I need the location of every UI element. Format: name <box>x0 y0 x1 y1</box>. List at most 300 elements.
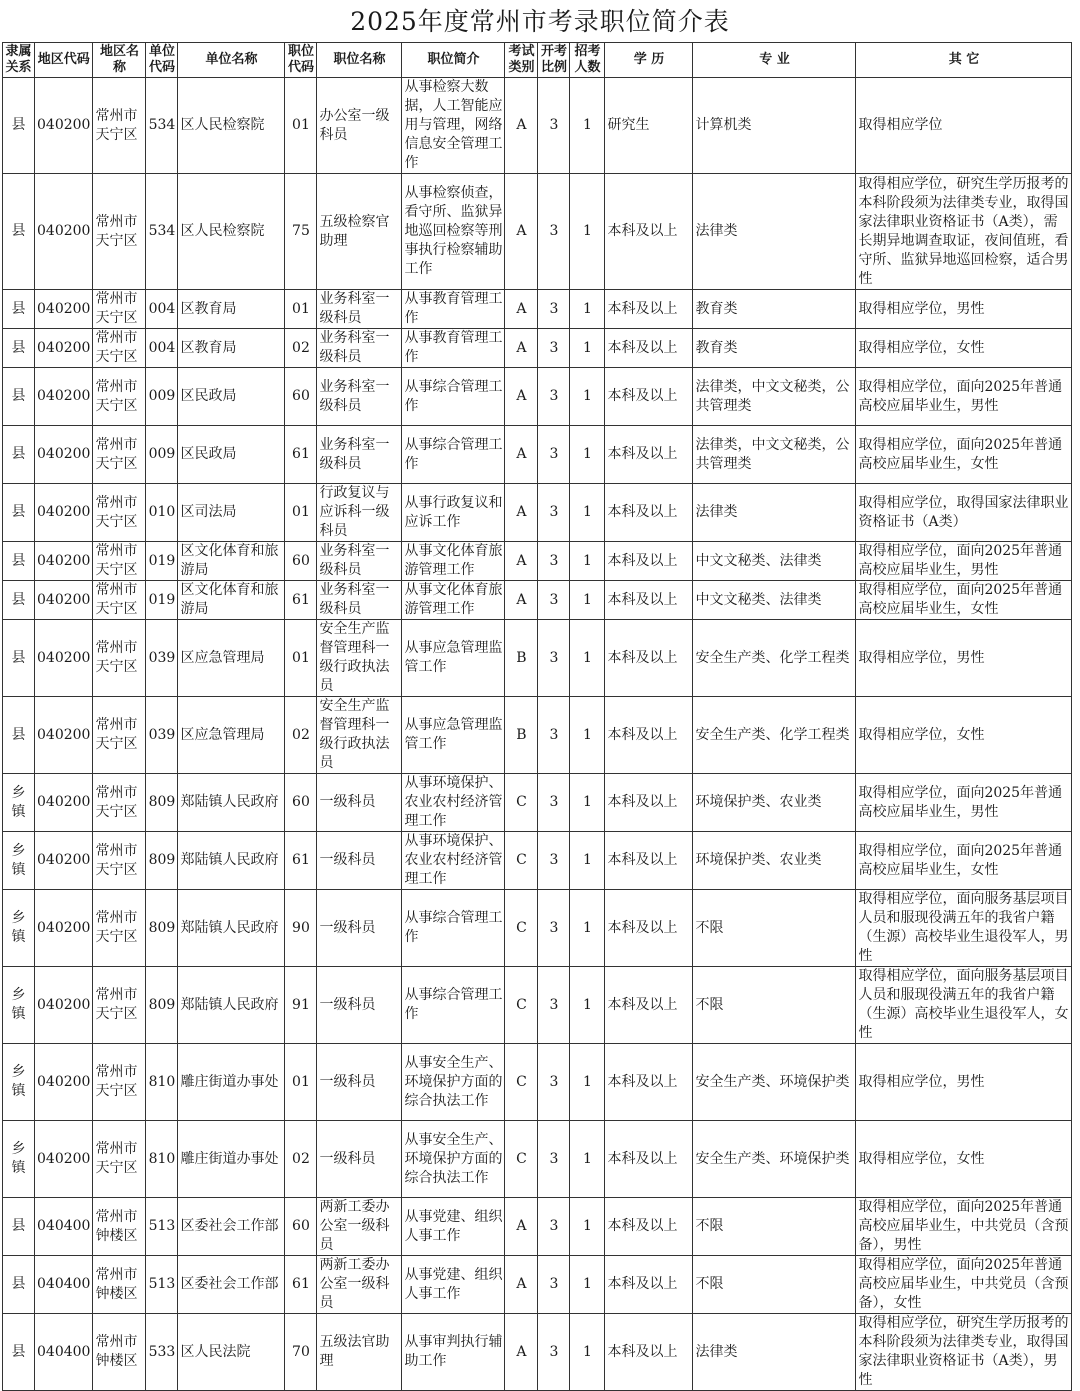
cell-other: 取得相应学位，面向2025年普通高校应届毕业生，女性 <box>856 581 1072 620</box>
table-body <box>3 78 1072 1391</box>
header-recruit-count: 招考人数 <box>570 43 605 78</box>
cell-region-name: 常州市天宁区 <box>93 1121 146 1198</box>
cell-position-intro: 从事应急管理监管工作 <box>402 697 505 774</box>
table-row <box>3 697 1072 774</box>
cell-major: 计算机类 <box>693 78 856 174</box>
cell-other: 取得相应学位，面向2025年普通高校应届毕业生，中共党员（含预备），女性 <box>856 1256 1072 1314</box>
cell-position-name: 一级科员 <box>317 890 402 967</box>
cell-region-name: 常州市天宁区 <box>93 484 146 542</box>
table-row <box>3 967 1072 1044</box>
cell-exam-category: A <box>505 542 538 581</box>
cell-exam-ratio: 3 <box>538 542 570 581</box>
cell-exam-ratio: 3 <box>538 329 570 368</box>
cell-position-name: 业务科室一级科员 <box>317 581 402 620</box>
cell-recruit-count: 1 <box>570 484 605 542</box>
cell-region-code: 040200 <box>35 1044 93 1121</box>
cell-region-code: 040200 <box>35 174 93 290</box>
cell-major: 不限 <box>693 1256 856 1314</box>
cell-recruit-count: 1 <box>570 78 605 174</box>
cell-exam-ratio: 3 <box>538 426 570 484</box>
cell-exam-category: A <box>505 581 538 620</box>
cell-exam-category: A <box>505 1198 538 1256</box>
cell-position-name: 办公室一级科员 <box>317 78 402 174</box>
table-row <box>3 426 1072 484</box>
cell-exam-ratio: 3 <box>538 774 570 832</box>
cell-region-name: 常州市天宁区 <box>93 542 146 581</box>
cell-unit-code: 039 <box>146 697 178 774</box>
cell-unit-code: 513 <box>146 1256 178 1314</box>
cell-recruit-count: 1 <box>570 967 605 1044</box>
cell-major: 法律类，中文文秘类，公共管理类 <box>693 368 856 426</box>
cell-exam-ratio: 3 <box>538 620 570 697</box>
header-row <box>3 43 1072 78</box>
cell-unit-code: 809 <box>146 774 178 832</box>
cell-position-code: 02 <box>285 329 317 368</box>
cell-position-intro: 从事综合管理工作 <box>402 890 505 967</box>
cell-position-code: 02 <box>285 1121 317 1198</box>
cell-exam-ratio: 3 <box>538 1044 570 1121</box>
cell-affiliation: 县 <box>3 329 35 368</box>
cell-recruit-count: 1 <box>570 1314 605 1391</box>
cell-position-code: 01 <box>285 290 317 329</box>
cell-major: 不限 <box>693 890 856 967</box>
cell-education: 本科及以上 <box>605 581 693 620</box>
cell-major: 教育类 <box>693 329 856 368</box>
cell-major: 安全生产类、化学工程类 <box>693 697 856 774</box>
cell-region-code: 040400 <box>35 1256 93 1314</box>
cell-unit-name: 雕庄街道办事处 <box>178 1121 285 1198</box>
cell-education: 本科及以上 <box>605 1044 693 1121</box>
cell-position-name: 安全生产监督管理科一级行政执法员 <box>317 697 402 774</box>
cell-other: 取得相应学位，男性 <box>856 620 1072 697</box>
cell-region-code: 040400 <box>35 1198 93 1256</box>
cell-other: 取得相应学位，研究生学历报考的本科阶段须为法律类专业，取得国家法律职业资格证书（A类），需长期异地调查取证，夜间值班，看守所、监狱异地巡回检察，适合男性 <box>856 174 1072 290</box>
cell-exam-ratio: 3 <box>538 832 570 890</box>
cell-unit-code: 039 <box>146 620 178 697</box>
cell-unit-name: 区人民法院 <box>178 1314 285 1391</box>
cell-exam-ratio: 3 <box>538 967 570 1044</box>
cell-region-name: 常州市天宁区 <box>93 620 146 697</box>
cell-position-intro: 从事教育管理工作 <box>402 290 505 329</box>
cell-region-name: 常州市钟楼区 <box>93 1198 146 1256</box>
cell-unit-code: 534 <box>146 78 178 174</box>
cell-position-intro: 从事综合管理工作 <box>402 368 505 426</box>
cell-affiliation: 县 <box>3 620 35 697</box>
cell-position-code: 70 <box>285 1314 317 1391</box>
cell-recruit-count: 1 <box>570 329 605 368</box>
table-row <box>3 368 1072 426</box>
cell-recruit-count: 1 <box>570 1198 605 1256</box>
cell-region-name: 常州市天宁区 <box>93 774 146 832</box>
cell-position-code: 02 <box>285 697 317 774</box>
cell-position-intro: 从事文化体育旅游管理工作 <box>402 581 505 620</box>
cell-major: 安全生产类、环境保护类 <box>693 1121 856 1198</box>
cell-major: 法律类 <box>693 484 856 542</box>
cell-region-code: 040200 <box>35 1121 93 1198</box>
table-row <box>3 1044 1072 1121</box>
cell-affiliation: 县 <box>3 697 35 774</box>
cell-exam-category: C <box>505 967 538 1044</box>
cell-affiliation: 县 <box>3 542 35 581</box>
cell-education: 本科及以上 <box>605 174 693 290</box>
cell-region-name: 常州市天宁区 <box>93 832 146 890</box>
header-position-name: 职位名称 <box>317 43 402 78</box>
cell-exam-ratio: 3 <box>538 1256 570 1314</box>
cell-region-code: 040200 <box>35 426 93 484</box>
cell-education: 研究生 <box>605 78 693 174</box>
cell-position-name: 业务科室一级科员 <box>317 542 402 581</box>
table-row <box>3 290 1072 329</box>
cell-position-intro: 从事检察侦查，看守所、监狱异地巡回检察等刑事执行检察辅助工作 <box>402 174 505 290</box>
cell-affiliation: 县 <box>3 426 35 484</box>
cell-major: 教育类 <box>693 290 856 329</box>
cell-exam-category: A <box>505 1256 538 1314</box>
cell-education: 本科及以上 <box>605 1314 693 1391</box>
cell-region-code: 040200 <box>35 967 93 1044</box>
cell-other: 取得相应学位，面向2025年普通高校应届毕业生，女性 <box>856 832 1072 890</box>
cell-affiliation: 县 <box>3 1198 35 1256</box>
cell-exam-category: A <box>505 174 538 290</box>
cell-education: 本科及以上 <box>605 832 693 890</box>
cell-other: 取得相应学位，面向2025年普通高校应届毕业生，男性 <box>856 774 1072 832</box>
cell-unit-name: 郑陆镇人民政府 <box>178 774 285 832</box>
cell-unit-name: 郑陆镇人民政府 <box>178 832 285 890</box>
cell-major: 不限 <box>693 967 856 1044</box>
cell-position-code: 60 <box>285 774 317 832</box>
table-row <box>3 1198 1072 1256</box>
cell-unit-code: 004 <box>146 329 178 368</box>
cell-major: 法律类 <box>693 174 856 290</box>
cell-other: 取得相应学位，研究生学历报考的本科阶段须为法律类专业，取得国家法律职业资格证书（A类），男性 <box>856 1314 1072 1391</box>
cell-position-name: 业务科室一级科员 <box>317 290 402 329</box>
cell-position-code: 01 <box>285 620 317 697</box>
cell-unit-name: 区应急管理局 <box>178 697 285 774</box>
cell-major: 安全生产类、化学工程类 <box>693 620 856 697</box>
cell-other: 取得相应学位，女性 <box>856 1121 1072 1198</box>
cell-education: 本科及以上 <box>605 620 693 697</box>
cell-exam-ratio: 3 <box>538 1198 570 1256</box>
cell-region-name: 常州市天宁区 <box>93 174 146 290</box>
cell-unit-code: 009 <box>146 426 178 484</box>
cell-recruit-count: 1 <box>570 368 605 426</box>
cell-exam-ratio: 3 <box>538 1121 570 1198</box>
cell-position-name: 五级检察官助理 <box>317 174 402 290</box>
cell-other: 取得相应学位，女性 <box>856 329 1072 368</box>
cell-region-name: 常州市天宁区 <box>93 581 146 620</box>
cell-education: 本科及以上 <box>605 368 693 426</box>
table-row <box>3 78 1072 174</box>
cell-position-intro: 从事环境保护、农业农村经济管理工作 <box>402 774 505 832</box>
cell-unit-name: 区教育局 <box>178 290 285 329</box>
cell-region-name: 常州市天宁区 <box>93 290 146 329</box>
cell-education: 本科及以上 <box>605 774 693 832</box>
cell-recruit-count: 1 <box>570 542 605 581</box>
table-row <box>3 484 1072 542</box>
cell-position-intro: 从事综合管理工作 <box>402 967 505 1044</box>
cell-exam-category: A <box>505 1314 538 1391</box>
cell-exam-category: C <box>505 1044 538 1121</box>
cell-major: 环境保护类、农业类 <box>693 832 856 890</box>
cell-position-name: 五级法官助理 <box>317 1314 402 1391</box>
cell-region-name: 常州市钟楼区 <box>93 1314 146 1391</box>
cell-region-name: 常州市天宁区 <box>93 890 146 967</box>
cell-exam-category: A <box>505 368 538 426</box>
cell-recruit-count: 1 <box>570 832 605 890</box>
cell-unit-name: 区民政局 <box>178 426 285 484</box>
cell-unit-name: 区教育局 <box>178 329 285 368</box>
cell-exam-category: C <box>505 1121 538 1198</box>
cell-major: 法律类 <box>693 1314 856 1391</box>
cell-affiliation: 县 <box>3 78 35 174</box>
cell-region-name: 常州市钟楼区 <box>93 1256 146 1314</box>
cell-region-code: 040400 <box>35 1314 93 1391</box>
cell-exam-ratio: 3 <box>538 174 570 290</box>
cell-position-code: 61 <box>285 581 317 620</box>
cell-education: 本科及以上 <box>605 1121 693 1198</box>
cell-other: 取得相应学位，面向服务基层项目人员和服现役满五年的我省户籍（生源）高校毕业生退役军人，男性 <box>856 890 1072 967</box>
cell-recruit-count: 1 <box>570 174 605 290</box>
cell-region-name: 常州市天宁区 <box>93 1044 146 1121</box>
table-row <box>3 581 1072 620</box>
cell-exam-ratio: 3 <box>538 368 570 426</box>
cell-education: 本科及以上 <box>605 426 693 484</box>
cell-exam-category: A <box>505 484 538 542</box>
cell-region-code: 040200 <box>35 774 93 832</box>
cell-position-intro: 从事审判执行辅助工作 <box>402 1314 505 1391</box>
cell-exam-ratio: 3 <box>538 484 570 542</box>
cell-recruit-count: 1 <box>570 290 605 329</box>
cell-unit-name: 区应急管理局 <box>178 620 285 697</box>
table-row <box>3 174 1072 290</box>
cell-other: 取得相应学位，面向2025年普通高校应届毕业生，女性 <box>856 426 1072 484</box>
cell-position-name: 行政复议与应诉科一级科员 <box>317 484 402 542</box>
header-position-code: 职位代码 <box>285 43 317 78</box>
cell-other: 取得相应学位，面向2025年普通高校应届毕业生，男性 <box>856 368 1072 426</box>
cell-unit-name: 雕庄街道办事处 <box>178 1044 285 1121</box>
cell-affiliation: 县 <box>3 174 35 290</box>
cell-education: 本科及以上 <box>605 890 693 967</box>
cell-other: 取得相应学位，面向服务基层项目人员和服现役满五年的我省户籍（生源）高校毕业生退役军人，女性 <box>856 967 1072 1044</box>
cell-position-intro: 从事应急管理监管工作 <box>402 620 505 697</box>
cell-unit-code: 810 <box>146 1121 178 1198</box>
cell-unit-code: 809 <box>146 967 178 1044</box>
cell-position-name: 两新工委办公室一级科员 <box>317 1198 402 1256</box>
cell-exam-category: A <box>505 78 538 174</box>
cell-unit-name: 区委社会工作部 <box>178 1198 285 1256</box>
cell-recruit-count: 1 <box>570 1121 605 1198</box>
cell-position-intro: 从事党建、组织人事工作 <box>402 1256 505 1314</box>
cell-exam-category: B <box>505 697 538 774</box>
cell-recruit-count: 1 <box>570 1256 605 1314</box>
cell-unit-code: 809 <box>146 890 178 967</box>
cell-education: 本科及以上 <box>605 329 693 368</box>
cell-position-name: 一级科员 <box>317 967 402 1044</box>
cell-unit-code: 010 <box>146 484 178 542</box>
cell-position-code: 61 <box>285 426 317 484</box>
page-title: 2025年度常州市考录职位简介表 <box>350 7 730 36</box>
cell-region-code: 040200 <box>35 581 93 620</box>
cell-unit-name: 区文化体育和旅游局 <box>178 542 285 581</box>
cell-affiliation: 县 <box>3 1256 35 1314</box>
cell-position-code: 60 <box>285 1198 317 1256</box>
cell-region-name: 常州市天宁区 <box>93 426 146 484</box>
cell-affiliation: 县 <box>3 1314 35 1391</box>
cell-position-intro: 从事环境保护、农业农村经济管理工作 <box>402 832 505 890</box>
cell-education: 本科及以上 <box>605 290 693 329</box>
table-row <box>3 774 1072 832</box>
cell-recruit-count: 1 <box>570 890 605 967</box>
cell-affiliation: 乡镇 <box>3 967 35 1044</box>
cell-position-code: 01 <box>285 78 317 174</box>
cell-position-code: 91 <box>285 967 317 1044</box>
cell-education: 本科及以上 <box>605 542 693 581</box>
header-exam-ratio: 开考比例 <box>538 43 570 78</box>
table-row <box>3 542 1072 581</box>
cell-affiliation: 县 <box>3 581 35 620</box>
cell-affiliation: 县 <box>3 368 35 426</box>
table-row <box>3 1256 1072 1314</box>
table-row <box>3 1314 1072 1391</box>
cell-region-code: 040200 <box>35 542 93 581</box>
cell-major: 不限 <box>693 1198 856 1256</box>
cell-position-code: 75 <box>285 174 317 290</box>
cell-unit-name: 郑陆镇人民政府 <box>178 967 285 1044</box>
cell-major: 法律类，中文文秘类，公共管理类 <box>693 426 856 484</box>
cell-education: 本科及以上 <box>605 697 693 774</box>
position-table <box>2 42 1072 1391</box>
table-row <box>3 329 1072 368</box>
cell-region-code: 040200 <box>35 832 93 890</box>
cell-exam-ratio: 3 <box>538 581 570 620</box>
cell-unit-code: 009 <box>146 368 178 426</box>
header-affiliation: 隶属关系 <box>3 43 35 78</box>
table-row <box>3 620 1072 697</box>
cell-position-code: 01 <box>285 484 317 542</box>
cell-affiliation: 县 <box>3 290 35 329</box>
cell-recruit-count: 1 <box>570 774 605 832</box>
cell-unit-name: 区人民检察院 <box>178 78 285 174</box>
cell-education: 本科及以上 <box>605 967 693 1044</box>
cell-exam-ratio: 3 <box>538 1314 570 1391</box>
cell-region-code: 040200 <box>35 290 93 329</box>
cell-affiliation: 县 <box>3 484 35 542</box>
cell-unit-code: 534 <box>146 174 178 290</box>
cell-exam-ratio: 3 <box>538 697 570 774</box>
cell-major: 中文文秘类、法律类 <box>693 542 856 581</box>
cell-major: 中文文秘类、法律类 <box>693 581 856 620</box>
cell-position-intro: 从事行政复议和应诉工作 <box>402 484 505 542</box>
cell-position-intro: 从事教育管理工作 <box>402 329 505 368</box>
cell-other: 取得相应学位，男性 <box>856 1044 1072 1121</box>
cell-unit-name: 区民政局 <box>178 368 285 426</box>
cell-unit-name: 区委社会工作部 <box>178 1256 285 1314</box>
cell-exam-ratio: 3 <box>538 290 570 329</box>
cell-position-name: 一级科员 <box>317 1121 402 1198</box>
cell-other: 取得相应学位，男性 <box>856 290 1072 329</box>
cell-major: 环境保护类、农业类 <box>693 774 856 832</box>
cell-region-code: 040200 <box>35 620 93 697</box>
cell-exam-category: A <box>505 290 538 329</box>
cell-affiliation: 乡镇 <box>3 1121 35 1198</box>
header-unit-code: 单位代码 <box>146 43 178 78</box>
cell-exam-category: A <box>505 426 538 484</box>
cell-affiliation: 乡镇 <box>3 1044 35 1121</box>
cell-unit-code: 019 <box>146 542 178 581</box>
cell-position-intro: 从事文化体育旅游管理工作 <box>402 542 505 581</box>
cell-region-name: 常州市天宁区 <box>93 78 146 174</box>
cell-affiliation: 乡镇 <box>3 832 35 890</box>
cell-recruit-count: 1 <box>570 620 605 697</box>
cell-position-intro: 从事安全生产、环境保护方面的综合执法工作 <box>402 1044 505 1121</box>
cell-exam-category: C <box>505 774 538 832</box>
cell-position-code: 60 <box>285 542 317 581</box>
cell-exam-category: C <box>505 832 538 890</box>
cell-other: 取得相应学位，面向2025年普通高校应届毕业生，中共党员（含预备），男性 <box>856 1198 1072 1256</box>
cell-position-code: 90 <box>285 890 317 967</box>
cell-position-code: 61 <box>285 832 317 890</box>
cell-recruit-count: 1 <box>570 697 605 774</box>
header-exam-category: 考试类别 <box>505 43 538 78</box>
cell-other: 取得相应学位 <box>856 78 1072 174</box>
cell-unit-code: 004 <box>146 290 178 329</box>
cell-unit-name: 区文化体育和旅游局 <box>178 581 285 620</box>
header-education: 学 历 <box>605 43 693 78</box>
header-region-name: 地区名称 <box>93 43 146 78</box>
table-row <box>3 832 1072 890</box>
cell-position-intro: 从事党建、组织人事工作 <box>402 1198 505 1256</box>
cell-region-name: 常州市天宁区 <box>93 368 146 426</box>
cell-position-code: 01 <box>285 1044 317 1121</box>
cell-recruit-count: 1 <box>570 426 605 484</box>
cell-position-name: 一级科员 <box>317 1044 402 1121</box>
cell-position-name: 业务科室一级科员 <box>317 329 402 368</box>
header-position-intro: 职位简介 <box>402 43 505 78</box>
cell-position-intro: 从事安全生产、环境保护方面的综合执法工作 <box>402 1121 505 1198</box>
cell-recruit-count: 1 <box>570 581 605 620</box>
cell-exam-ratio: 3 <box>538 78 570 174</box>
cell-major: 安全生产类、环境保护类 <box>693 1044 856 1121</box>
cell-position-code: 61 <box>285 1256 317 1314</box>
cell-region-code: 040200 <box>35 697 93 774</box>
cell-education: 本科及以上 <box>605 1198 693 1256</box>
cell-exam-category: C <box>505 890 538 967</box>
cell-position-name: 一级科员 <box>317 774 402 832</box>
cell-position-name: 一级科员 <box>317 832 402 890</box>
cell-affiliation: 乡镇 <box>3 774 35 832</box>
header-major: 专 业 <box>693 43 856 78</box>
cell-other: 取得相应学位，女性 <box>856 697 1072 774</box>
header-unit-name: 单位名称 <box>178 43 285 78</box>
cell-region-code: 040200 <box>35 890 93 967</box>
cell-unit-name: 郑陆镇人民政府 <box>178 890 285 967</box>
cell-position-name: 安全生产监督管理科一级行政执法员 <box>317 620 402 697</box>
cell-education: 本科及以上 <box>605 1256 693 1314</box>
cell-position-name: 业务科室一级科员 <box>317 426 402 484</box>
cell-region-name: 常州市天宁区 <box>93 697 146 774</box>
cell-position-name: 业务科室一级科员 <box>317 368 402 426</box>
cell-region-code: 040200 <box>35 484 93 542</box>
cell-exam-category: A <box>505 329 538 368</box>
cell-unit-code: 533 <box>146 1314 178 1391</box>
cell-unit-code: 809 <box>146 832 178 890</box>
cell-exam-category: B <box>505 620 538 697</box>
table-row <box>3 890 1072 967</box>
cell-unit-code: 810 <box>146 1044 178 1121</box>
cell-unit-name: 区司法局 <box>178 484 285 542</box>
cell-region-code: 040200 <box>35 368 93 426</box>
cell-region-code: 040200 <box>35 329 93 368</box>
cell-unit-code: 019 <box>146 581 178 620</box>
